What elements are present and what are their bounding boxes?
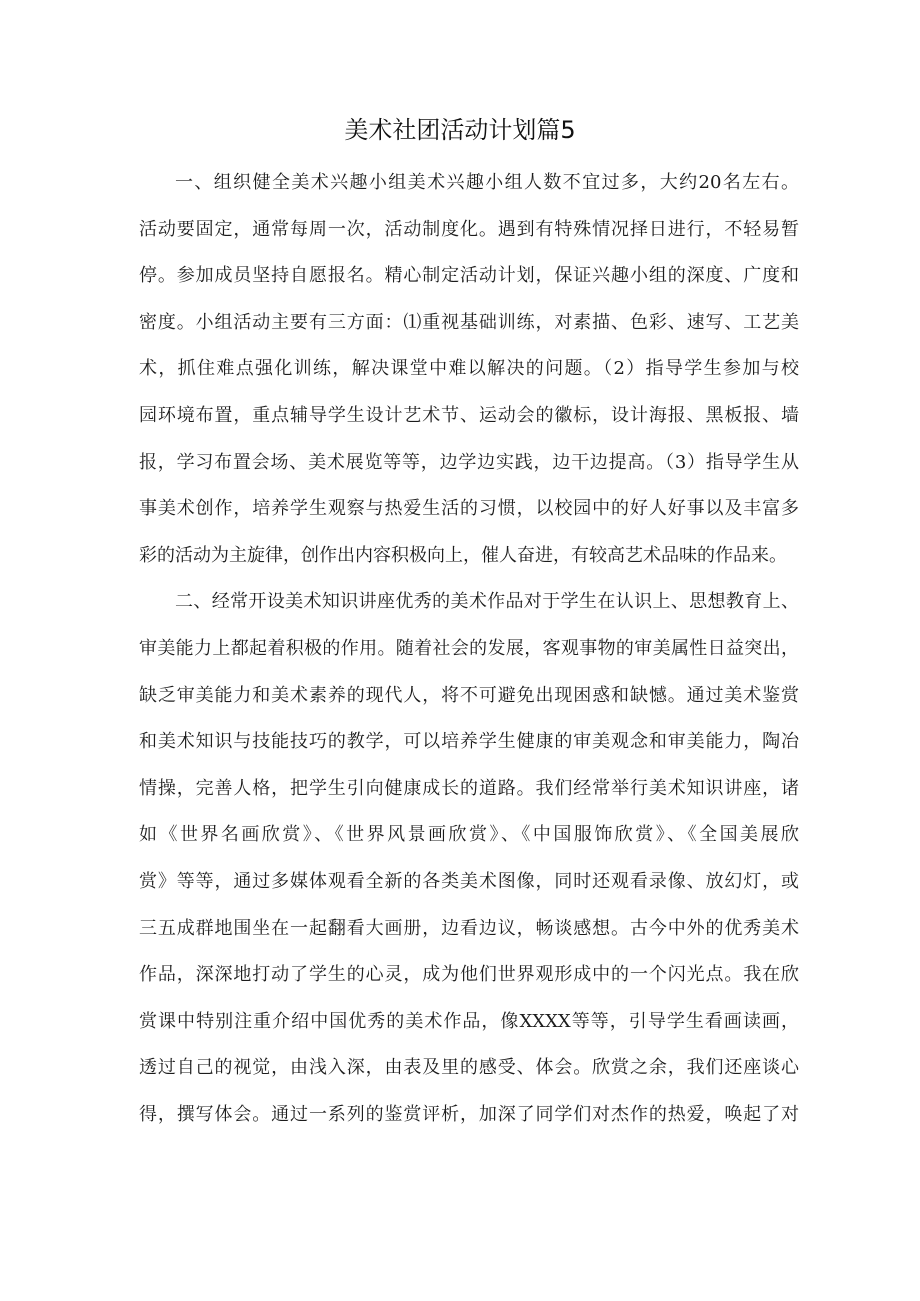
document-body bbox=[139, 160, 799, 1138]
paragraph-line: 停。参加成员坚持自愿报名。精心制定活动计划，保证兴趣小组的深度、广度和 bbox=[139, 265, 799, 287]
paragraph-line: 和美术知识与技能技巧的教学，可以培养学生健康的审美观念和审美能力，陶冶 bbox=[139, 731, 799, 753]
paragraph-line: 透过自己的视觉，由浅入深，由表及里的感受、体会。欣赏之余，我们还座谈心 bbox=[139, 1057, 799, 1079]
paragraph-line: 事美术创作，培养学生观察与热爱生活的习惯，以校园中的好人好事以及丰富多 bbox=[139, 498, 799, 520]
paragraph-line: 活动要固定，通常每周一次，活动制度化。遇到有特殊情况择日进行，不轻易暂 bbox=[139, 218, 799, 240]
paragraph-line: 缺乏审美能力和美术素养的现代人，将不可避免出现困惑和缺憾。通过美术鉴赏 bbox=[139, 684, 799, 706]
page-title: 美术社团活动计划篇5 bbox=[344, 116, 576, 144]
paragraph-line: 密度。小组活动主要有三方面：⑴重视基础训练，对素描、色彩、速写、工艺美 bbox=[139, 311, 799, 333]
paragraph-line: 彩的活动为主旋律，创作出内容积极向上，催人奋进，有较高艺术品味的作品来。 bbox=[139, 544, 787, 566]
paragraph-line: 如《世界名画欣赏》、《世界风景画欣赏》、《中国服饰欣赏》、《全国美展欣 bbox=[139, 824, 799, 846]
paragraph-line: 作品，深深地打动了学生的心灵，成为他们世界观形成中的一个闪光点。我在欣 bbox=[139, 964, 799, 986]
paragraph-line: 一、组织健全美术兴趣小组美术兴趣小组人数不宜过多，大约20名左右。 bbox=[175, 172, 799, 193]
paragraph-2 bbox=[139, 579, 799, 1138]
paragraph-line: 赏课中特别注重介绍中国优秀的美术作品，像XXXX等等，引导学生看画读画， bbox=[139, 1010, 799, 1032]
paragraph-line: 术，抓住难点强化训练，解决课堂中难以解决的问题。（2）指导学生参加与校 bbox=[139, 358, 799, 380]
paragraph-line: 二、经常开设美术知识讲座优秀的美术作品对于学生在认识上、思想教育上、 bbox=[175, 591, 799, 613]
paragraph-line: 三五成群地围坐在一起翻看大画册，边看边议，畅谈感想。古今中外的优秀美术 bbox=[139, 917, 799, 939]
paragraph-line: 审美能力上都起着积极的作用。随着社会的发展，客观事物的审美属性日益突出， bbox=[139, 637, 799, 659]
paragraph-line: 报，学习布置会场、美术展览等等，边学边实践，边干边提高。（3）指导学生从 bbox=[139, 451, 799, 473]
paragraph-line: 得，撰写体会。通过一系列的鉴赏评析，加深了同学们对杰作的热爱，唤起了对 bbox=[139, 1103, 799, 1125]
paragraph-line: 情操，完善人格，把学生引向健康成长的道路。我们经常举行美术知识讲座，诸 bbox=[139, 777, 799, 799]
paragraph-1 bbox=[139, 160, 799, 579]
paragraph-line: 园环境布置，重点辅导学生设计艺术节、运动会的徽标，设计海报、黑板报、墙 bbox=[139, 404, 799, 426]
paragraph-line: 赏》等等，通过多媒体观看全新的各类美术图像，同时还观看录像、放幻灯，或 bbox=[139, 870, 799, 892]
